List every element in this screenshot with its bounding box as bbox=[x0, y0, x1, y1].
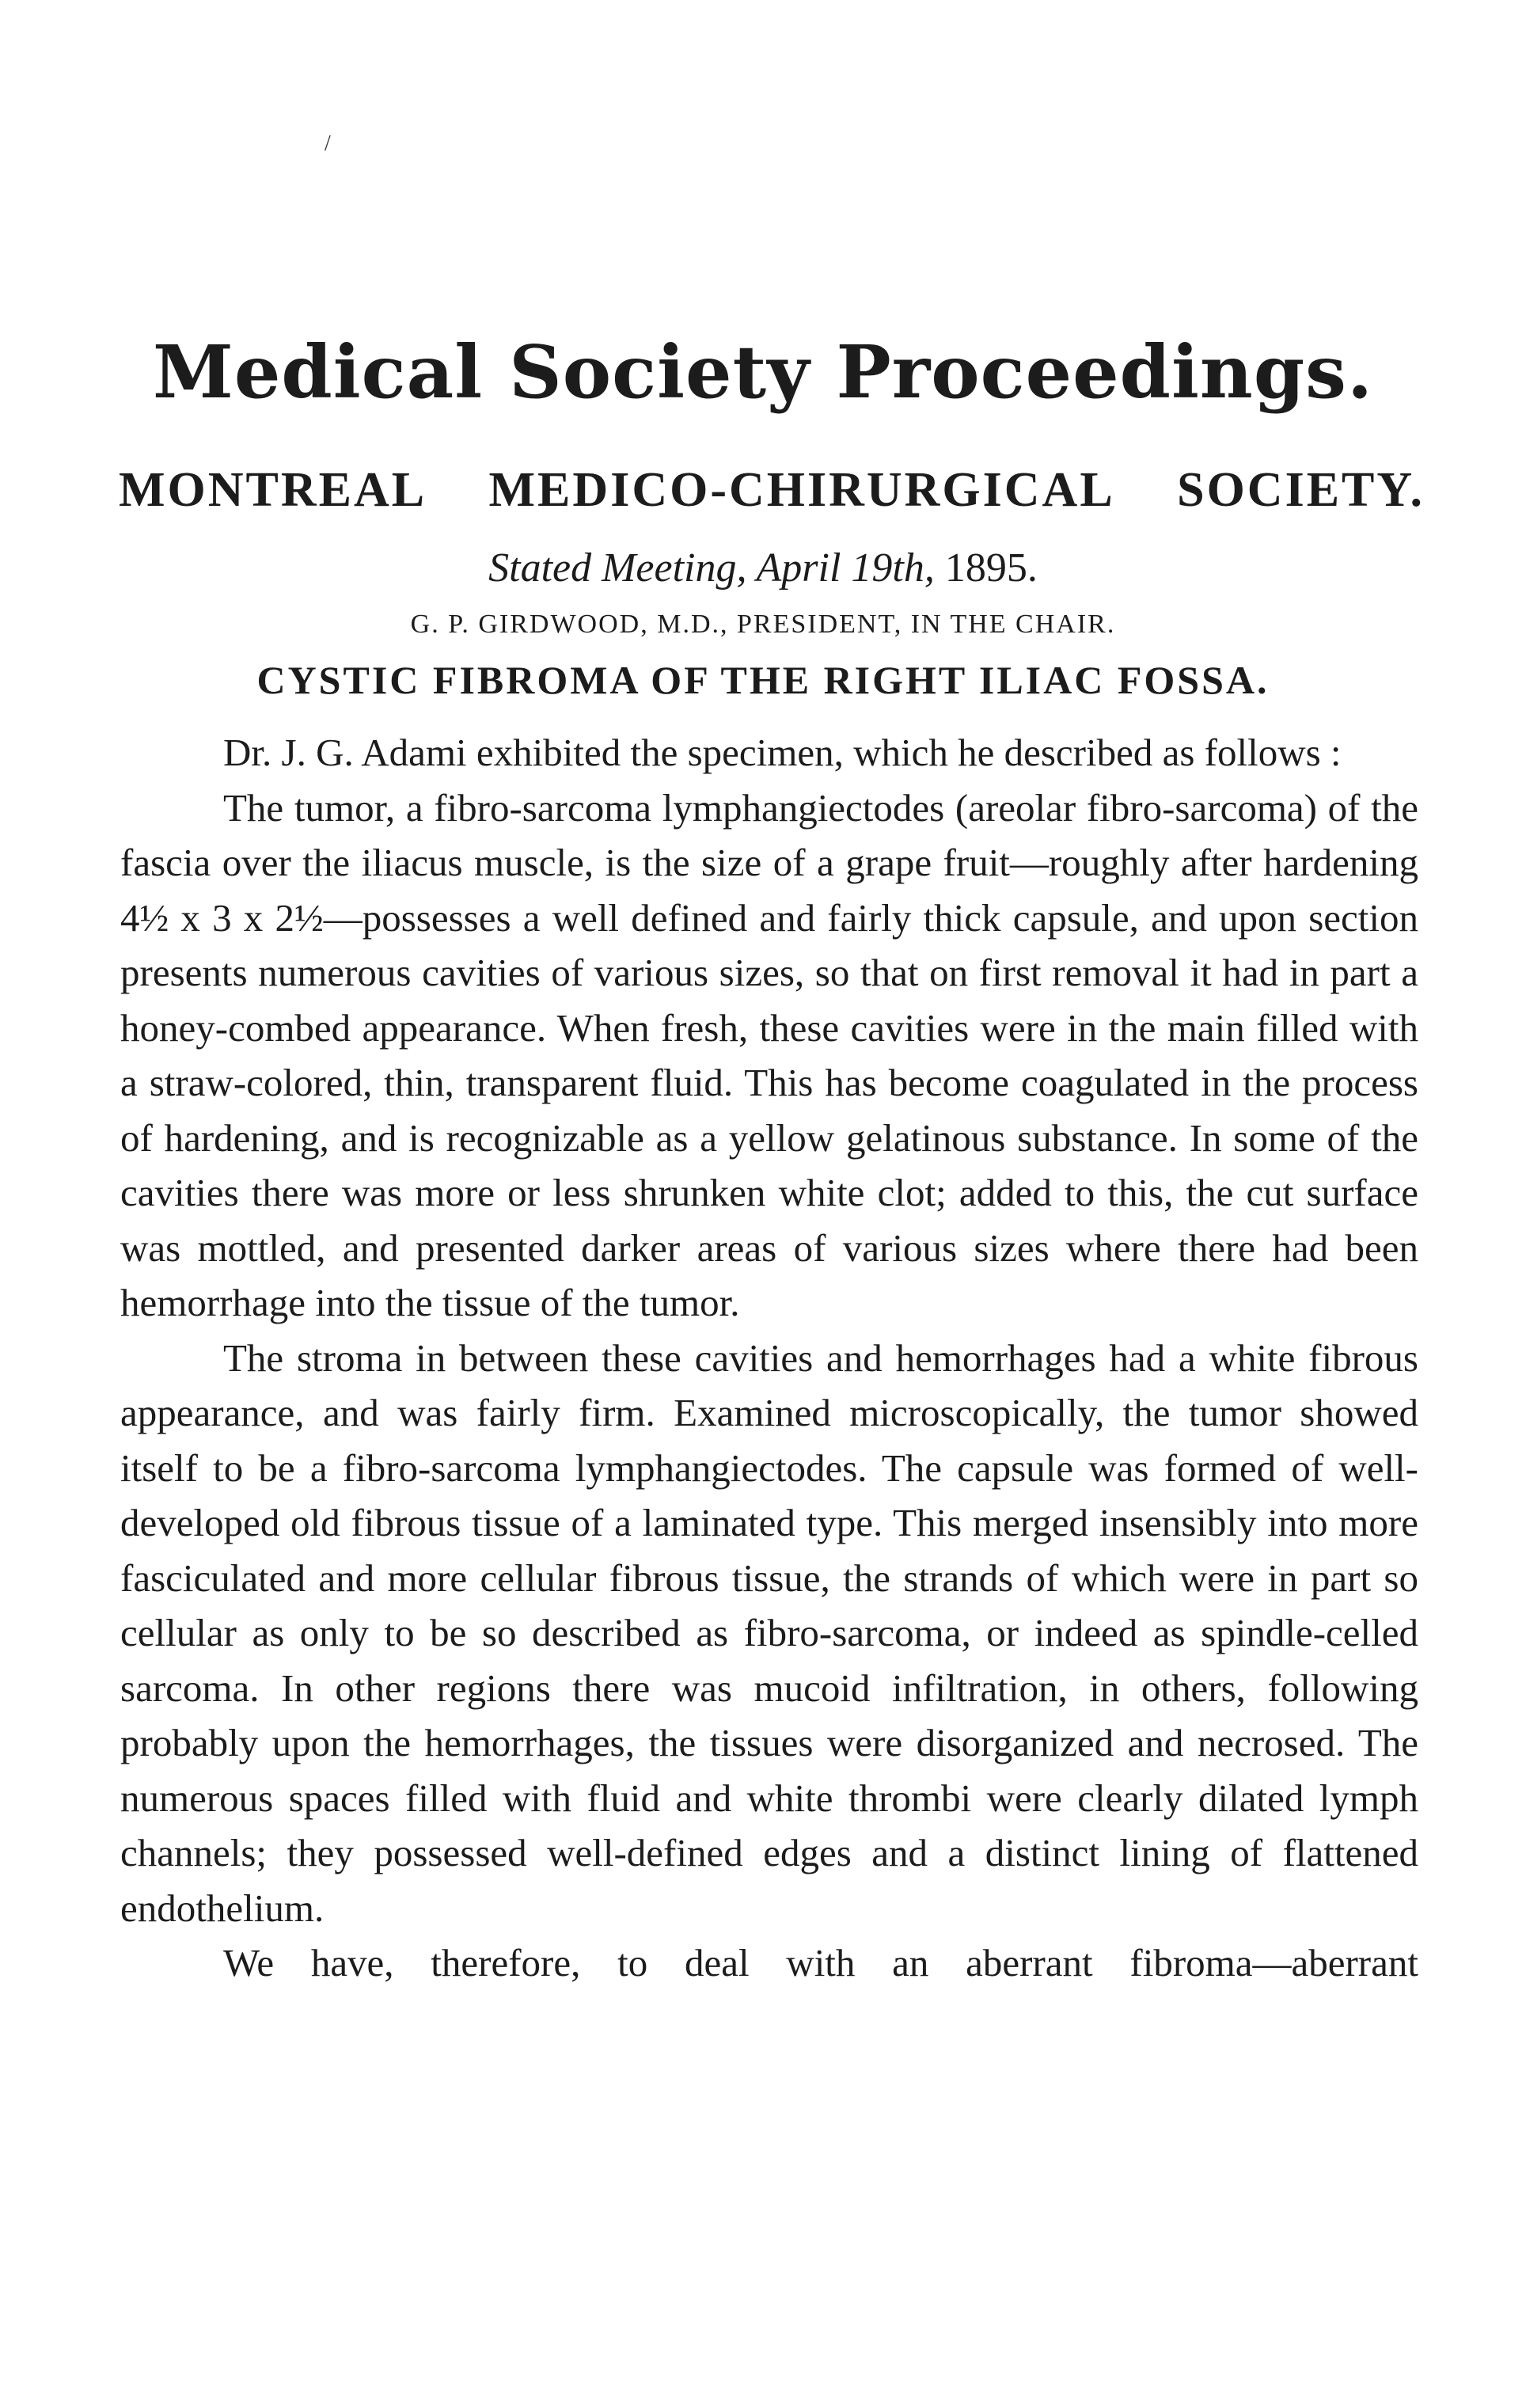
paragraph-stroma: The stroma in between these cavities and hemorrhages had a white fibrous appearance, and was fairly firm. Examined microscopically, the tumor showed itself to be a fibro-sarcoma lymphangiectodes. The capsule was formed of well-developed old fibrous tissue of a laminated type. This merged insensibly into more fasciculated and more cellular fibrous tissue, the strands of which were in part so cellular as only to be so described as fibro-sarcoma, or indeed as spindle-celled sarcoma. In other regions there was mucoid infiltration, in others, following probably upon the hemorrhages, the tissues were disorganized and necrosed. The numerous spaces filled with fluid and white thrombi were clearly dilated lymph channels; they possessed well-defined edges and a distinct lining of flattened endothelium. bbox=[120, 1335, 1418, 1930]
paragraph-intro: Dr. J. G. Adami exhibited the specimen, which he described as follows : bbox=[223, 731, 1342, 774]
page-title: Medical Society Proceedings. bbox=[153, 329, 1373, 415]
meeting-label: Stated Meeting, April 19th, bbox=[488, 545, 935, 591]
paragraph-conclusion: We have, therefore, to deal with an aberrant fibroma—aberrant bbox=[223, 1941, 1418, 1985]
meeting-year: 1895. bbox=[944, 545, 1038, 591]
society-name: MONTREAL MEDICO-CHIRURGICAL SOCIETY. bbox=[119, 463, 1425, 517]
print-speck: / bbox=[325, 131, 331, 156]
meeting-date bbox=[0, 545, 1526, 591]
article-body bbox=[120, 725, 1418, 1991]
case-title: CYSTIC FIBROMA OF THE RIGHT ILIAC FOSSA. bbox=[256, 658, 1270, 702]
paragraph-tumor: The tumor, a fibro-sarcoma lymphangiectodes (areolar fibro-sarcoma) of the fascia over the iliacus muscle, is the size of a grape fruit—roughly after hardening 4½ x 3 x 2½—possesses a well defined and fairly thick capsule, and upon section presents numerous cavities of various sizes, so that on first removal it had in part a honey-combed appearance. When fresh, these cavities were in the main filled with a straw-colored, thin, transparent fluid. This has become coagulated in the process of hardening, and is recognizable as a yellow gelatinous substance. In some of the cavities there was more or less shrunken white clot; added to this, the cut surface was mottled, and presented darker areas of various sizes where there had been hemorrhage into the tissue of the tumor. bbox=[120, 785, 1418, 1324]
chair-line: G. P. GIRDWOOD, M.D., PRESIDENT, IN THE CHAIR. bbox=[410, 610, 1116, 639]
